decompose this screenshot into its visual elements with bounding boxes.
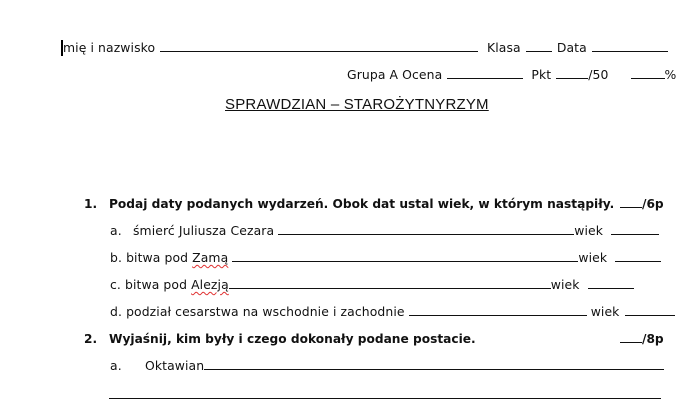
question-2-points [620, 331, 664, 347]
question-1-score-blank[interactable] [620, 196, 642, 208]
item-1a [133, 223, 660, 239]
group-grade-label: Grupa A Ocena [347, 67, 443, 82]
name-field[interactable] [63, 40, 479, 56]
item-1a-marker: a. [110, 223, 122, 238]
item-1b-marker: b. [110, 250, 123, 265]
item-1b-label: bitwa pod [126, 250, 193, 265]
name-blank[interactable] [160, 40, 478, 52]
item-1c-century-label: wiek [550, 277, 580, 292]
question-2-score-blank[interactable] [620, 331, 642, 343]
question-1-number: 1. [84, 197, 98, 211]
item-1a-century-label: wiek [574, 223, 603, 238]
question-2-points-max: /8p [642, 332, 664, 346]
item-1b [110, 250, 662, 266]
item-1b-century-blank[interactable] [615, 250, 661, 262]
grade-blank[interactable] [447, 67, 523, 79]
item-1d-date-blank[interactable] [409, 304, 587, 316]
class-blank[interactable] [526, 40, 552, 52]
item-1c-label: bitwa pod [125, 277, 192, 292]
percent-blank[interactable] [631, 67, 665, 79]
percent-label: % [664, 67, 677, 82]
points-max: /50 [588, 67, 609, 82]
item-2a-label: Oktawian [145, 358, 205, 373]
item-1a-date-blank[interactable] [278, 223, 574, 235]
grade-row [347, 67, 676, 83]
item-1d-century-label: wiek [590, 304, 620, 319]
item-1a-label: śmierć Juliusza Cezara [133, 223, 275, 238]
item-2a-answer-line-2[interactable] [109, 398, 661, 399]
item-2a [145, 358, 664, 374]
name-label: mię i nazwisko [63, 40, 156, 55]
points-label: Pkt [531, 67, 552, 82]
item-1c-misspelled-word: Alezją [191, 277, 229, 292]
question-2-number: 2. [84, 332, 98, 346]
item-1c [110, 277, 635, 293]
item-1c-century-blank[interactable] [588, 277, 634, 289]
item-1a-century-blank[interactable] [611, 223, 659, 235]
item-1d-century-blank[interactable] [625, 304, 675, 316]
question-1-points-max: /6p [642, 197, 664, 211]
class-field[interactable] [487, 40, 669, 56]
page-title: SPRAWDZIAN – STAROŻYTNYRZYM [225, 96, 489, 113]
item-1c-marker: c. [110, 277, 121, 292]
question-2-text: Wyjaśnij, kim były i czego dokonały podane postacie. [109, 332, 476, 346]
item-1d [110, 304, 676, 320]
item-2a-marker: a. [110, 358, 122, 373]
item-2a-answer-blank[interactable] [204, 358, 664, 370]
question-1-text: Podaj daty podanych wydarzeń. Obok dat ustal wiek, w którym nastąpiły. [109, 197, 615, 211]
date-blank[interactable] [592, 40, 668, 52]
item-1d-marker: d. [110, 304, 123, 319]
item-1b-misspelled-word: Zamą [192, 250, 229, 265]
item-1d-label: podział cesarstwa na wschodnie i zachodnie [126, 304, 405, 319]
item-1b-date-blank[interactable] [232, 250, 578, 262]
item-1c-date-blank[interactable] [229, 277, 551, 289]
item-1b-century-label: wiek [578, 250, 608, 265]
question-1-points [620, 196, 664, 212]
points-blank[interactable] [556, 67, 588, 79]
class-label: Klasa [487, 40, 521, 55]
date-label: Data [556, 40, 587, 55]
